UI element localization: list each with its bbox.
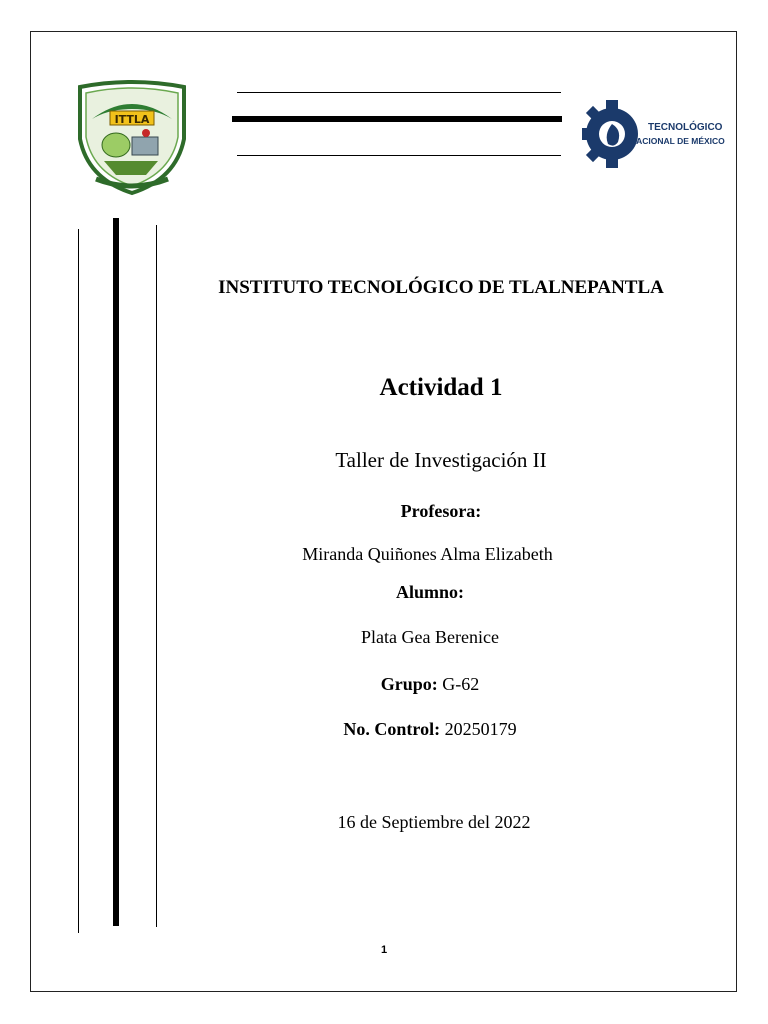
side-thick-line <box>113 218 119 926</box>
student-label: Alumno: <box>395 582 464 602</box>
group-line <box>170 674 690 695</box>
professor-name: Miranda Quiñones Alma Elizabeth <box>302 544 553 564</box>
header-thick-line <box>232 116 562 122</box>
activity-title: Actividad 1 <box>379 374 503 401</box>
header-thin-line-bottom <box>237 155 561 156</box>
page-number: 1 <box>380 944 388 956</box>
svg-text:TECNOLÓGICO: TECNOLÓGICO <box>648 122 723 133</box>
institute-name: INSTITUTO TECNOLÓGICO DE TLALNEPANTLA <box>218 277 664 298</box>
svg-text:NACIONAL DE MÉXICO: NACIONAL DE MÉXICO <box>630 136 725 146</box>
side-thin-line-right <box>156 225 157 927</box>
svg-text:ITTLA: ITTLA <box>114 113 150 126</box>
side-thin-line-left <box>78 229 79 933</box>
header-thin-line-top <box>237 92 561 93</box>
ittla-emblem-logo <box>76 79 188 195</box>
control-value: 20250179 <box>444 719 517 739</box>
group-label: Grupo: <box>380 674 438 694</box>
tecnm-logo <box>580 80 725 190</box>
control-label: No. Control: <box>343 719 441 739</box>
document-date: 16 de Septiembre del 2022 <box>337 812 531 832</box>
course-name: Taller de Investigación II <box>335 448 547 472</box>
control-line <box>170 719 690 740</box>
group-value: G-62 <box>442 674 480 694</box>
student-name: Plata Gea Berenice <box>361 627 499 647</box>
professor-label: Profesora: <box>400 501 482 521</box>
